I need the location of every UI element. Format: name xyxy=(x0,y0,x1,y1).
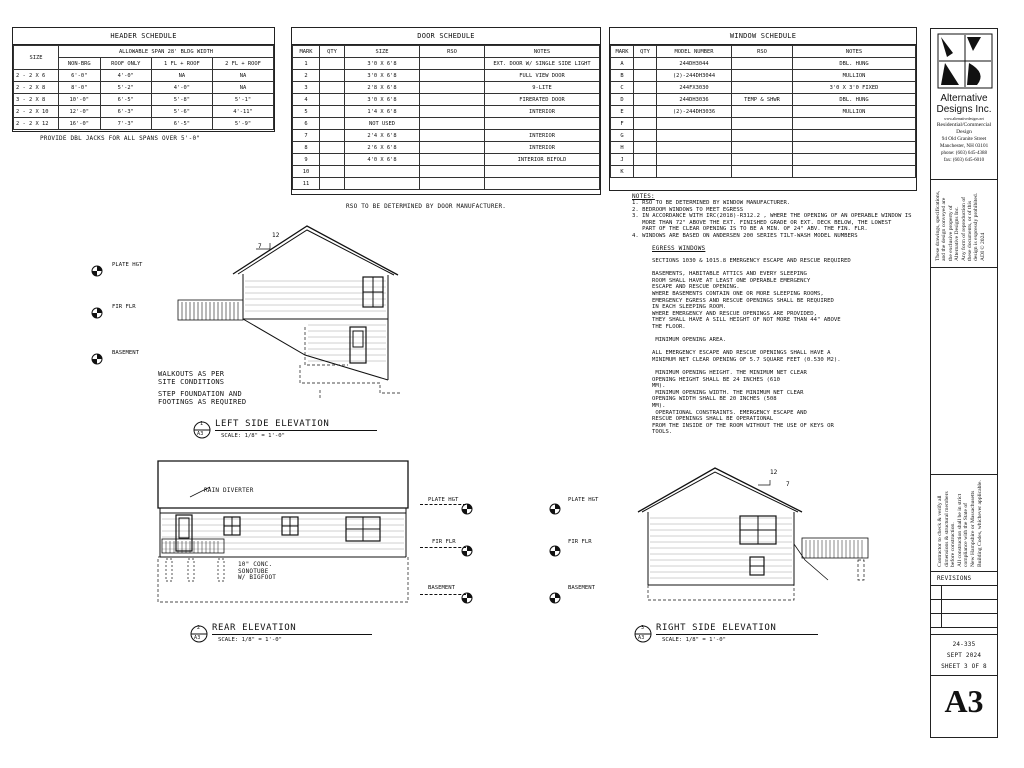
window-schedule-row xyxy=(611,58,916,70)
window-schedule-cell: D xyxy=(611,94,634,106)
header-subcol: ROOF ONLY xyxy=(100,58,151,70)
window-schedule-cell xyxy=(657,142,732,154)
right-elevation-title: RIGHT SIDE ELEVATION xyxy=(656,623,777,633)
window-schedule-row xyxy=(611,70,916,82)
egress-heading: EGRESS WINDOWS xyxy=(652,245,706,252)
left-elevation-title-block xyxy=(193,420,393,444)
door-schedule-row xyxy=(293,58,600,70)
door-schedule-cell xyxy=(485,178,600,190)
company-address: 94 Old Granite Street Manchester, NH 03101 xyxy=(939,136,989,149)
header-schedule-cell: 5'-1" xyxy=(212,94,273,106)
door-schedule-cell: 5 xyxy=(293,106,320,118)
right-level-markers xyxy=(548,495,638,605)
window-schedule-cell: MULLION xyxy=(793,70,916,82)
door-schedule-cell xyxy=(485,118,600,130)
title-block-divider xyxy=(931,634,997,635)
window-schedule-header: MARK xyxy=(611,46,634,58)
window-schedule-cell: TEMP & SHWR xyxy=(732,94,793,106)
door-schedule-cell: 9-LITE xyxy=(485,82,600,94)
window-schedule-cell xyxy=(634,118,657,130)
window-schedule-cell: MULLION xyxy=(793,106,916,118)
header-span-label: ALLOWABLE SPAN 28' BLDG WIDTH xyxy=(59,46,274,58)
window-schedule-cell xyxy=(732,142,793,154)
company-line1: Residential/Commercial xyxy=(936,122,992,128)
door-schedule-header: SIZE xyxy=(345,46,420,58)
header-schedule-cell: 4'-0" xyxy=(151,82,212,94)
header-schedule-cell: 5'-8" xyxy=(151,94,212,106)
window-schedule-cell: DBL. HUNG xyxy=(793,94,916,106)
window-schedule-cell xyxy=(634,142,657,154)
door-schedule-cell xyxy=(420,82,485,94)
door-schedule-header: RSO xyxy=(420,46,485,58)
door-schedule-footnote: RSO TO BE DETERMINED BY DOOR MANUFACTURER. xyxy=(346,203,507,210)
title-block-divider xyxy=(931,267,997,268)
window-schedule-cell: F xyxy=(611,118,634,130)
revision-col xyxy=(941,585,942,627)
door-schedule-cell xyxy=(420,118,485,130)
left-note-walkouts: WALKOUTS AS PER SITE CONDITIONS xyxy=(158,370,225,386)
door-schedule-row xyxy=(293,106,600,118)
window-schedule-cell xyxy=(634,70,657,82)
door-schedule-row xyxy=(293,70,600,82)
title-underline xyxy=(656,634,818,635)
header-schedule-cell: 2 - 2 X 10 xyxy=(14,106,59,118)
title-underline xyxy=(215,430,377,431)
door-schedule-cell: 2 xyxy=(293,70,320,82)
header-schedule-cell: 7'-3" xyxy=(100,118,151,130)
notes-heading: NOTES: xyxy=(632,193,655,200)
door-schedule-cell xyxy=(420,70,485,82)
door-schedule-cell xyxy=(345,178,420,190)
header-schedule-cell: 6'-0" xyxy=(59,70,101,82)
rear-view-sheet: A3 xyxy=(194,635,201,641)
door-schedule-cell: 2'4 X 6'8 xyxy=(345,130,420,142)
window-schedule-row xyxy=(611,130,916,142)
door-schedule-row xyxy=(293,154,600,166)
header-schedule-cell: 5'-6" xyxy=(151,106,212,118)
note-line: 3. IN ACCORDANCE WITH IRC(2018)-R312.2 , WHERE THE OPENING OF AN OPERABLE WINDOW IS xyxy=(632,213,912,220)
window-schedule-cell: (2)-244DH3044 xyxy=(657,70,732,82)
door-schedule-row xyxy=(293,118,600,130)
window-schedule-cell: G xyxy=(611,130,634,142)
left-level-markers xyxy=(90,262,170,372)
window-schedule-header: NOTES xyxy=(793,46,916,58)
rear-elevation-drawing xyxy=(150,455,420,610)
company-line2: Design xyxy=(956,129,972,135)
contractor-note: Contractor to check & verify all dimensions & structural members before construction. All construction shall be in strict compliance with the State of New Hampshire or Massachusetts Building Codes, whichever applicable. xyxy=(937,480,983,567)
left-level-plate: PLATE HGT xyxy=(112,262,143,268)
header-schedule-cell: 2 - 2 X 6 xyxy=(14,70,59,82)
header-schedule-row xyxy=(14,94,274,106)
left-pitch-rise: 7 xyxy=(258,243,262,250)
sheet-number: A3 xyxy=(944,683,984,719)
window-schedule-table xyxy=(610,45,916,178)
window-schedule-row xyxy=(611,142,916,154)
header-schedule-cell: 6'-3" xyxy=(100,106,151,118)
window-schedule-cell xyxy=(634,154,657,166)
door-schedule-row xyxy=(293,130,600,142)
header-schedule-cell: 2 - 2 X 12 xyxy=(14,118,59,130)
door-schedule-cell xyxy=(320,94,345,106)
window-schedule-cell xyxy=(634,166,657,178)
door-schedule-cell xyxy=(420,178,485,190)
right-view-sheet: A3 xyxy=(638,635,645,641)
door-schedule-cell: 7 xyxy=(293,130,320,142)
door-schedule-cell: 2'8 X 6'8 xyxy=(345,82,420,94)
door-schedule-cell: INTERIOR xyxy=(485,130,600,142)
window-schedule-cell xyxy=(732,70,793,82)
door-schedule-cell: 3 xyxy=(293,82,320,94)
window-schedule-cell xyxy=(793,118,916,130)
title-block-divider xyxy=(931,474,997,475)
right-side-elevation-drawing xyxy=(630,460,890,610)
header-schedule-table xyxy=(13,45,274,130)
rear-level-basement: BASEMENT xyxy=(428,585,455,591)
note-line: PART OF THE CLEAR OPENING IS TO BE A MIN. OF 24" ABV. THE FIN. FLR. xyxy=(632,226,868,233)
door-schedule-cell xyxy=(420,142,485,154)
window-schedule-header: MODEL NUMBER xyxy=(657,46,732,58)
door-schedule-cell xyxy=(420,58,485,70)
door-schedule-row xyxy=(293,166,600,178)
window-schedule-cell xyxy=(634,106,657,118)
door-schedule-cell xyxy=(320,166,345,178)
door-schedule-cell xyxy=(420,94,485,106)
left-elevation-title: LEFT SIDE ELEVATION xyxy=(215,419,330,429)
left-note-step: STEP FOUNDATION AND FOOTINGS AS REQUIRED xyxy=(158,390,247,406)
window-schedule-cell xyxy=(793,166,916,178)
window-schedule-cell xyxy=(657,154,732,166)
note-line: 4. WINDOWS ARE BASED ON ANDERSEN 200 SERIES TILT-WASH MODEL NUMBERS xyxy=(632,232,858,239)
window-schedule-cell xyxy=(634,58,657,70)
header-schedule-cell: 6'-5" xyxy=(151,118,212,130)
company-website: www.alternativedesigns.net xyxy=(944,117,984,121)
left-view-number: 1 xyxy=(200,421,204,427)
header-schedule-cell: NA xyxy=(151,70,212,82)
header-col-size: SIZE xyxy=(14,46,59,70)
window-schedule-cell: E xyxy=(611,106,634,118)
door-schedule-cell: 3'0 X 6'8 xyxy=(345,70,420,82)
window-schedule-cell: 244FX3030 xyxy=(657,82,732,94)
window-schedule-cell: J xyxy=(611,154,634,166)
window-schedule-row xyxy=(611,82,916,94)
header-schedule-footnote: PROVIDE DBL JACKS FOR ALL SPANS OVER 5'-0" xyxy=(40,135,201,142)
door-schedule-row xyxy=(293,178,600,190)
door-schedule-cell xyxy=(345,166,420,178)
right-elevation-title-block xyxy=(634,624,834,648)
header-schedule-cell: 2 - 2 X 8 xyxy=(14,82,59,94)
header-schedule-row xyxy=(14,118,274,130)
level-marker-icons xyxy=(460,495,476,605)
window-schedule-cell xyxy=(732,58,793,70)
rear-level-markers xyxy=(420,495,510,605)
left-elevation-scale: SCALE: 1/8" = 1'-0" xyxy=(221,433,285,439)
door-schedule-cell xyxy=(420,154,485,166)
window-schedule-cell xyxy=(793,130,916,142)
header-schedule-cell: 12'-0" xyxy=(59,106,101,118)
sonotube-label: 10" CONC. SONOTUBE W/ BIGFOOT xyxy=(238,561,277,581)
door-schedule-cell xyxy=(320,178,345,190)
door-schedule-row xyxy=(293,82,600,94)
rear-view-number: 2 xyxy=(197,625,201,631)
window-schedule-header: RSO xyxy=(732,46,793,58)
left-level-basement: BASEMENT xyxy=(112,350,139,356)
window-schedule-cell xyxy=(657,118,732,130)
door-schedule-cell: INTERIOR xyxy=(485,106,600,118)
level-marker-icons xyxy=(548,495,564,605)
header-schedule-cell: NA xyxy=(212,70,273,82)
window-schedule-cell xyxy=(634,130,657,142)
title-block-divider xyxy=(931,571,997,572)
window-schedule-header: QTY xyxy=(634,46,657,58)
door-schedule-cell xyxy=(485,166,600,178)
window-schedule-cell xyxy=(732,154,793,166)
copyright-note: These drawings, specifications, and the design conveyed are the exclusive property of Alternative Designs Inc. Any form of reproduction of these documents, or of this design is expressly prohibited. ADI © 2024 xyxy=(935,190,986,261)
door-schedule-cell: 11 xyxy=(293,178,320,190)
right-level-floor: FIR FLR xyxy=(568,539,592,545)
window-schedule-row xyxy=(611,118,916,130)
window-schedule-cell xyxy=(657,130,732,142)
door-schedule-cell: 1'4 X 6'8 xyxy=(345,106,420,118)
rain-diverter-label: RAIN DIVERTER xyxy=(204,487,254,494)
revision-row xyxy=(931,627,997,628)
header-schedule-cell: 10'-0" xyxy=(59,94,101,106)
door-schedule-cell: 3'0 X 6'8 xyxy=(345,58,420,70)
door-schedule-cell xyxy=(320,130,345,142)
header-schedule-cell: 6'-5" xyxy=(100,94,151,106)
window-schedule-cell xyxy=(732,118,793,130)
door-schedule-cell: FIRERATED DOOR xyxy=(485,94,600,106)
door-schedule-title: DOOR SCHEDULE xyxy=(292,28,600,45)
window-schedule-cell xyxy=(732,106,793,118)
header-schedule xyxy=(12,27,275,132)
right-view-number: 3 xyxy=(641,625,645,631)
window-schedule-cell xyxy=(793,154,916,166)
left-pitch-run: 12 xyxy=(272,232,280,239)
note-line: 1. RSO TO BE DETERMINED BY WINDOW MANUFACTURER. xyxy=(632,200,791,206)
door-schedule-cell: INTERIOR BIFOLD xyxy=(485,154,600,166)
company-logo-icon xyxy=(937,33,993,89)
door-schedule-header: QTY xyxy=(320,46,345,58)
right-elevation-scale: SCALE: 1/8" = 1'-0" xyxy=(662,637,726,643)
egress-text: SECTIONS 1030 & 1015.8 EMERGENCY ESCAPE AND RESCUE REQUIRED BASEMENTS, HABITABLE ATTICS AND EVERY SLEEPING ROOM SHALL HAVE AT LEAST ONE OPERABLE EMERGENCY ESCAPE AND RESCUE OPENING. WHERE BASEMENTS CONTAIN ONE OR MORE SLEEPING ROOMS, EMERGENCY EGRESS AND RESCUE OPENINGS SHALL BE REQUIRED IN EACH SLEEPING ROOM. WHERE EMERGENCY AND RESCUE OPENINGS ARE PROVIDED, THEY SHALL HAVE A SILL HEIGHT OF NOT MORE THAN 44" ABOVE THE FLOOR. MINIMUM OPENING AREA. ALL EMERGENCY ESCAPE AND RESCUE OPENINGS SHALL HAVE A MINIMUM NET CLEAR OPENING OF 5.7 SQUARE FEET (0.530 M2). MINIMUM OPENING HEIGHT. THE MINIMUM NET CLEAR OPENING HEIGHT SHALL BE 24 INCHES (610 MM). MINIMUM OPENING WIDTH. THE MINIMUM NET CLEAR OPENING WIDTH SHALL BE 20 INCHES (508 MM). OPERATIONAL CONSTRAINTS. EMERGENCY ESCAPE AND RESCUE OPENINGS SHALL BE OPERATIONAL FROM THE INSIDE OF THE ROOM WITHOUT THE USE OF KEYS OR TOOLS. xyxy=(652,258,851,436)
revisions-label: REVISIONS xyxy=(937,575,972,582)
title-block-divider xyxy=(931,179,997,180)
door-schedule-header: MARK xyxy=(293,46,320,58)
rear-elevation-title-block xyxy=(190,624,390,648)
company-name: Alternative Designs Inc. xyxy=(936,93,992,115)
window-schedule-cell: DBL. HUNG xyxy=(793,58,916,70)
window-schedule-cell xyxy=(732,82,793,94)
door-schedule-cell xyxy=(320,70,345,82)
header-schedule-title: HEADER SCHEDULE xyxy=(13,28,274,45)
window-schedule-cell xyxy=(732,130,793,142)
door-schedule-cell: 2'6 X 6'8 xyxy=(345,142,420,154)
window-schedule-row xyxy=(611,106,916,118)
door-schedule-cell xyxy=(320,142,345,154)
door-schedule-cell: 8 xyxy=(293,142,320,154)
window-schedule-cell: 244DH3036 xyxy=(657,94,732,106)
note-line: 2. BEDROOM WINDOWS TO MEET EGRESS xyxy=(632,206,744,213)
window-schedule-title: WINDOW SCHEDULE xyxy=(610,28,916,45)
door-schedule xyxy=(291,27,601,195)
header-schedule-row xyxy=(14,70,274,82)
title-block xyxy=(930,28,998,738)
door-schedule-cell: 3'0 X 6'8 xyxy=(345,94,420,106)
door-schedule-cell xyxy=(320,118,345,130)
header-subcol: 2 FL + ROOF xyxy=(212,58,273,70)
window-schedule-cell: H xyxy=(611,142,634,154)
header-schedule-cell: 3 - 2 X 8 xyxy=(14,94,59,106)
door-schedule-cell xyxy=(320,154,345,166)
level-marker-icons xyxy=(90,262,106,372)
door-schedule-header: NOTES xyxy=(485,46,600,58)
header-subcol: NON-BRG xyxy=(59,58,101,70)
title-block-divider xyxy=(931,675,997,676)
door-schedule-cell xyxy=(320,58,345,70)
rear-level-plate: PLATE HGT xyxy=(428,497,459,503)
header-schedule-cell: 16'-0" xyxy=(59,118,101,130)
door-schedule-cell: EXT. DOOR W/ SINGLE SIDE LIGHT xyxy=(485,58,600,70)
header-schedule-row xyxy=(14,106,274,118)
window-schedule-cell xyxy=(732,166,793,178)
window-schedule-cell: (2)-244DH3036 xyxy=(657,106,732,118)
note-line: MORE THAN 72" ABOVE THE EXT. FINISHED GRADE OR EXT. DECK BELOW, THE LOWEST xyxy=(632,219,892,226)
right-pitch-run: 12 xyxy=(770,469,778,476)
rear-elevation-title: REAR ELEVATION xyxy=(212,623,297,633)
window-schedule-row xyxy=(611,94,916,106)
window-schedule xyxy=(609,27,917,191)
door-schedule-cell xyxy=(320,106,345,118)
left-view-sheet: A3 xyxy=(197,431,204,437)
door-schedule-cell: NOT USED xyxy=(345,118,420,130)
right-level-plate: PLATE HGT xyxy=(568,497,599,503)
header-schedule-row xyxy=(14,82,274,94)
door-schedule-cell xyxy=(420,106,485,118)
door-schedule-cell: FULL VIEW DOOR xyxy=(485,70,600,82)
door-schedule-cell: 9 xyxy=(293,154,320,166)
rear-level-floor: FIR FLR xyxy=(432,539,456,545)
window-schedule-cell: 3'0 X 3'0 FIXED xyxy=(793,82,916,94)
door-schedule-cell: 10 xyxy=(293,166,320,178)
window-schedule-row xyxy=(611,154,916,166)
company-fax: fax: (603) 645-6010 xyxy=(943,158,985,163)
door-schedule-table xyxy=(292,45,600,190)
door-schedule-cell xyxy=(420,130,485,142)
window-schedule-cell xyxy=(634,94,657,106)
door-schedule-cell: 4'0 X 6'8 xyxy=(345,154,420,166)
company-phone: phone: (603) 645-4388 xyxy=(940,151,988,156)
door-schedule-cell xyxy=(420,166,485,178)
notes-list xyxy=(632,200,912,240)
door-schedule-cell: 1 xyxy=(293,58,320,70)
header-schedule-cell: 5'-9" xyxy=(212,118,273,130)
window-schedule-cell xyxy=(793,142,916,154)
door-schedule-row xyxy=(293,142,600,154)
header-subcol: 1 FL + ROOF xyxy=(151,58,212,70)
window-schedule-row xyxy=(611,166,916,178)
drawing-date: SEPT 2024 xyxy=(946,652,982,659)
window-schedule-cell: A xyxy=(611,58,634,70)
sheet-of: SHEET 3 OF 8 xyxy=(941,663,987,670)
title-underline xyxy=(212,634,372,635)
header-schedule-cell: 4'-11" xyxy=(212,106,273,118)
window-schedule-cell xyxy=(657,166,732,178)
door-schedule-cell: 6 xyxy=(293,118,320,130)
header-schedule-cell: 8'-0" xyxy=(59,82,101,94)
header-schedule-cell: 5'-2" xyxy=(100,82,151,94)
door-schedule-cell xyxy=(320,82,345,94)
window-schedule-cell xyxy=(634,82,657,94)
door-schedule-cell: 4 xyxy=(293,94,320,106)
door-schedule-cell: INTERIOR xyxy=(485,142,600,154)
job-number: 24-335 xyxy=(952,641,976,648)
right-level-basement: BASEMENT xyxy=(568,585,595,591)
rear-elevation-scale: SCALE: 1/8" = 1'-0" xyxy=(218,637,282,643)
right-pitch-rise: 7 xyxy=(786,481,790,488)
window-schedule-cell: B xyxy=(611,70,634,82)
window-schedule-cell: C xyxy=(611,82,634,94)
window-schedule-cell: K xyxy=(611,166,634,178)
left-level-floor: FIR FLR xyxy=(112,304,136,310)
door-schedule-row xyxy=(293,94,600,106)
header-schedule-cell: NA xyxy=(212,82,273,94)
header-schedule-cell: 4'-0" xyxy=(100,70,151,82)
window-schedule-cell: 244DH3044 xyxy=(657,58,732,70)
